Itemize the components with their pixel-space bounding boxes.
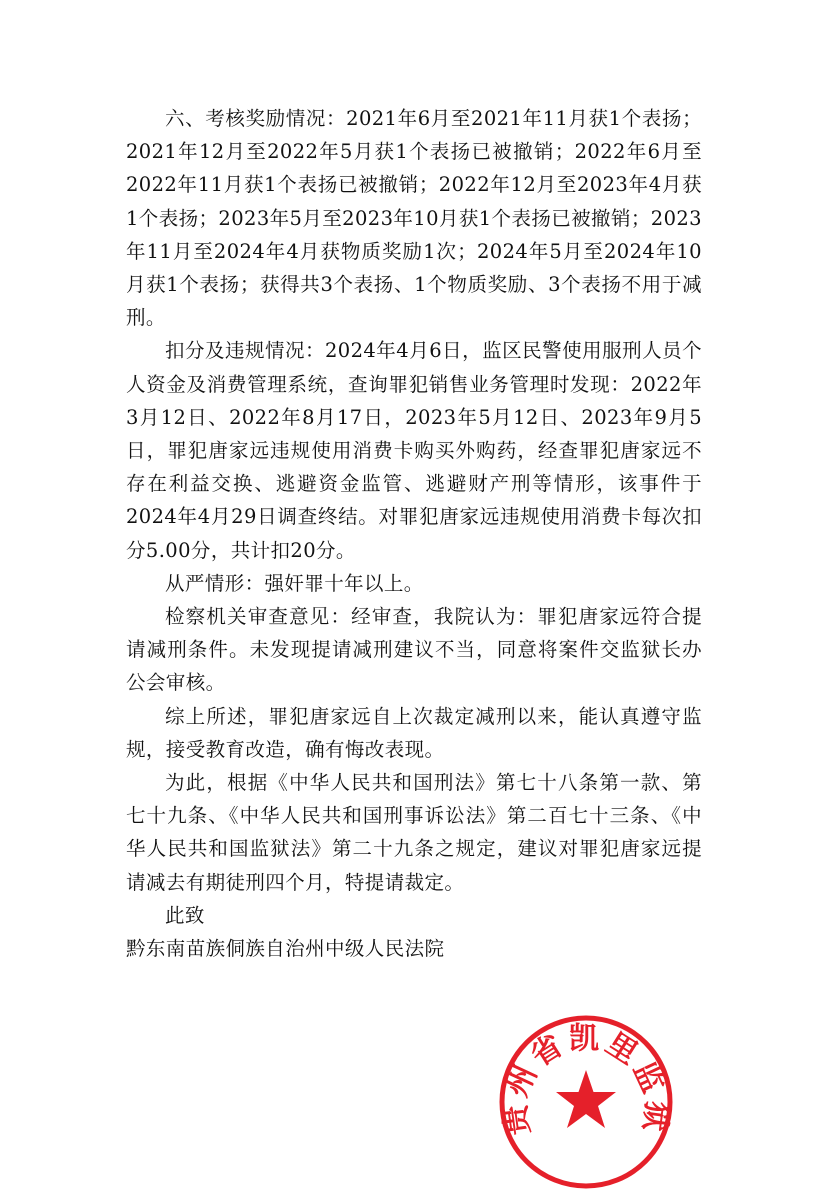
seal-text: 贵州省凯里监狱 — [497, 1021, 675, 1138]
paragraph-aggravating: 从严情形：强奸罪十年以上。 — [165, 571, 424, 595]
paragraph-summary: 综上所述，罪犯唐家远自上次裁定减刑以来，能认真遵守监规，接受教育改造，确有悔改表现。 — [126, 704, 702, 761]
official-seal — [496, 1012, 676, 1192]
paragraph-rewards: 六、考核奖励情况：2021年6月至2021年11月获1个表扬；2021年12月至2022年5月获1个表扬已被撤销；2022年6月至2022年11月获1个表扬已被撤销；2022年12月至2023年4月获1个表扬；2023年5月至2023年10月获1个表扬已被撤销；2023年11月至2024年4月获物质奖励1次；2024年5月至2024年10月获1个表扬；获得共3个表扬、1个物质奖励、3个表扬不用于减刑。 — [126, 107, 702, 330]
paragraph-procuratorate-opinion: 检察机关审查意见：经审查，我院认为：罪犯唐家远符合提请减刑条件。未发现提请减刑建议不当，同意将案件交监狱长办公会审核。 — [126, 605, 702, 695]
paragraph-legal-basis: 为此，根据《中华人民共和国刑法》第七十八条第一款、第七十九条、《中华人民共和国刑事诉讼法》第二百七十三条、《中华人民共和国监狱法》第二十九条之规定，建议对罪犯唐家远提请减去有期徒刑四个月，特提请裁定。 — [126, 771, 702, 894]
paragraph-salutation: 此致 — [165, 903, 205, 927]
document-body — [126, 102, 702, 965]
addressee: 黔东南苗族侗族自治州中级人民法院 — [126, 937, 445, 961]
seal-star-icon — [556, 1070, 616, 1128]
paragraph-violations: 扣分及违规情况：2024年4月6日，监区民警使用服刑人员个人资金及消费管理系统，查询罪犯销售业务管理时发现：2022年3月12日、2022年8月17日，2023年5月12日、2023年9月5日，罪犯唐家远违规使用消费卡购买外购药，经查罪犯唐家远不存在利益交换、逃避资金监管、逃避财产刑等情形，该事件于2024年4月29日调查终结。对罪犯唐家远违规使用消费卡每次扣分5.00分，共计扣20分。 — [126, 339, 702, 562]
